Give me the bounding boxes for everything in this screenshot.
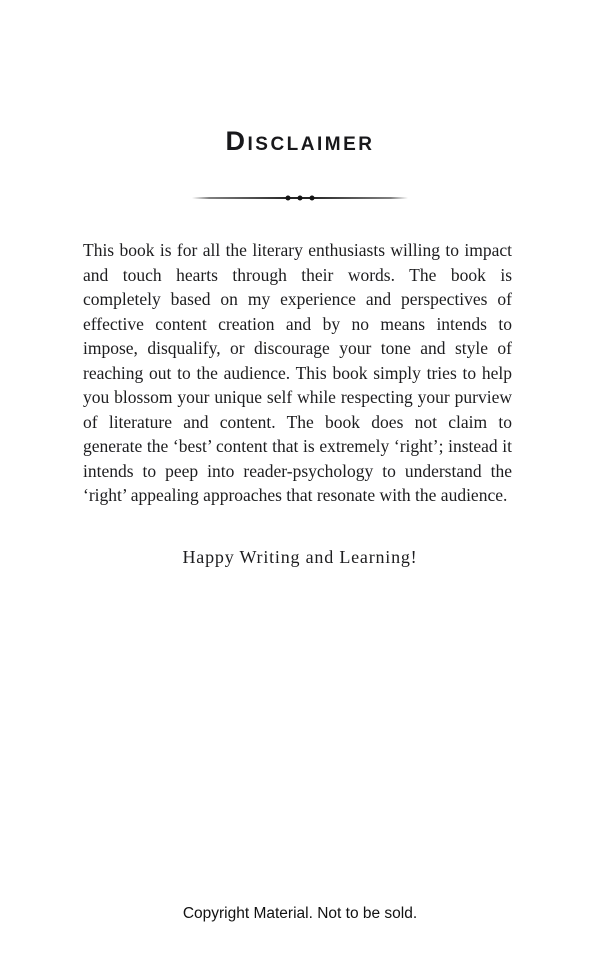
disclaimer-paragraph: This book is for all the literary enthusiasts willing to impact and touch hearts through their words. The book is completely based on my experience and perspectives of effective content creation and by no means intends to impose, disqualify, or discourage your tone and style of reaching out to the audience. This book simply tries to help you blossom your unique self while respecting your purview of literature and content. The book does not claim to generate the ‘best’ content that is extremely ‘right’; instead it intends to peep into reader-psychology to understand the ‘right’ appealing approaches that resonate with the audience. bbox=[83, 240, 512, 505]
divider-dot-icon bbox=[286, 195, 291, 200]
copyright-notice: Copyright Material. Not to be sold. bbox=[182, 905, 418, 922]
divider-dot-icon bbox=[310, 195, 315, 200]
ornament-divider-icon bbox=[192, 191, 408, 204]
page-title: Disclaimer bbox=[225, 126, 375, 156]
divider-dot-icon bbox=[298, 195, 303, 200]
closing-line: Happy Writing and Learning! bbox=[182, 547, 418, 567]
divider-dots bbox=[286, 195, 315, 200]
